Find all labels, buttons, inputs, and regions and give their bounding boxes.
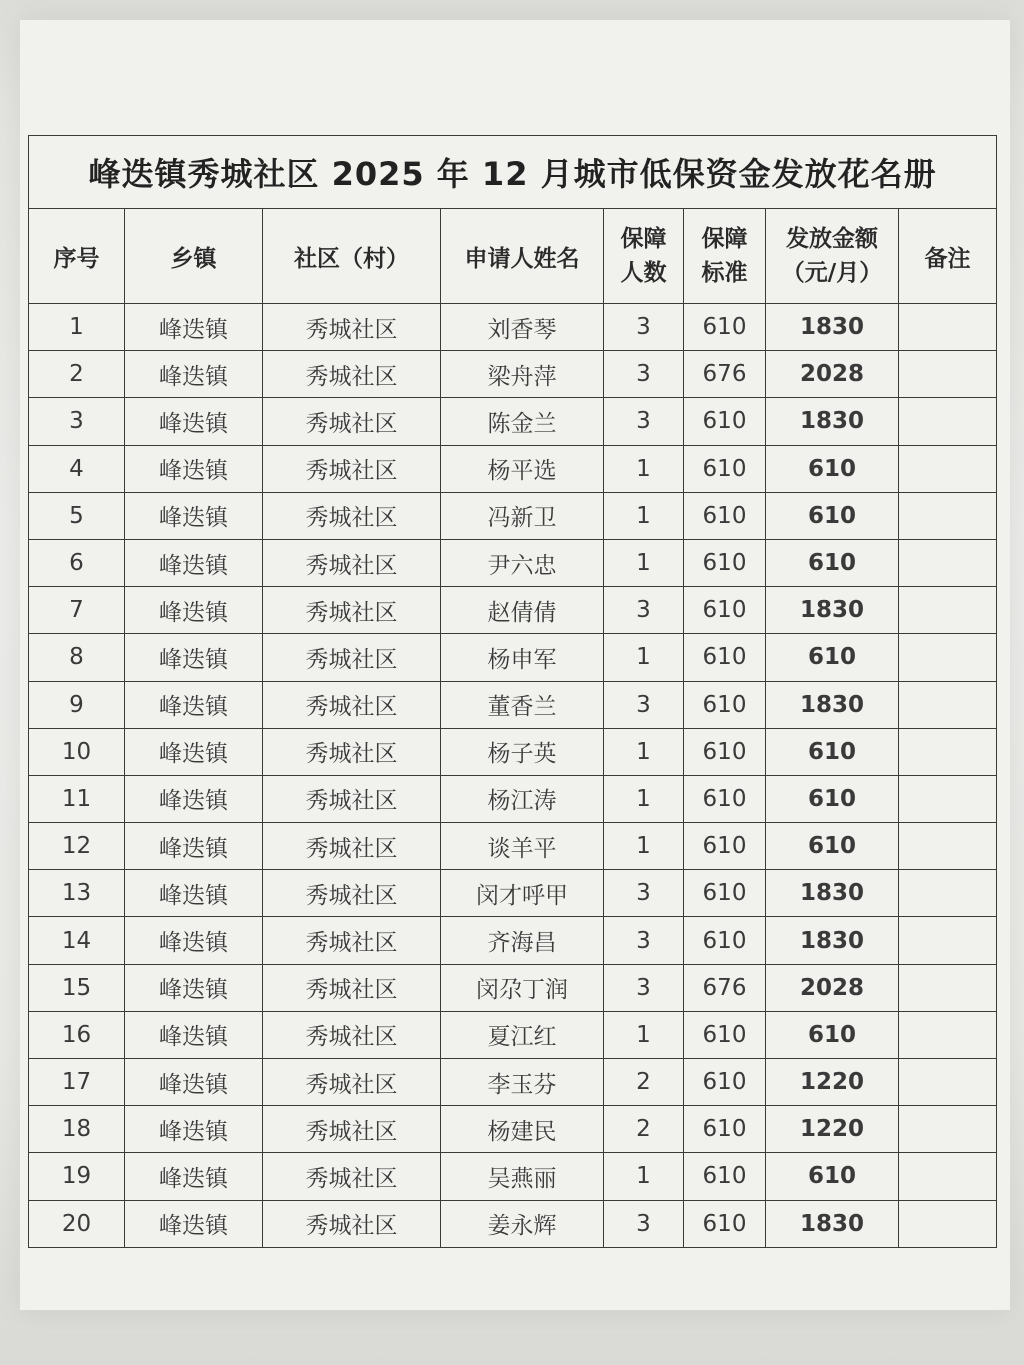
table-row <box>29 1106 997 1153</box>
cell-community: 秀城社区 <box>263 681 441 728</box>
cell-community: 秀城社区 <box>263 917 441 964</box>
cell-amount: 1830 <box>766 398 899 445</box>
cell-name: 刘香琴 <box>441 304 604 351</box>
cell-note <box>899 1059 997 1106</box>
cell-amount: 2028 <box>766 351 899 398</box>
cell-name: 尹六忠 <box>441 539 604 586</box>
cell-persons: 2 <box>604 1106 684 1153</box>
cell-standard: 610 <box>684 917 766 964</box>
cell-index: 17 <box>29 1059 125 1106</box>
cell-community: 秀城社区 <box>263 445 441 492</box>
cell-amount: 610 <box>766 823 899 870</box>
cell-note <box>899 1153 997 1200</box>
cell-note <box>899 634 997 681</box>
cell-persons: 1 <box>604 445 684 492</box>
cell-note <box>899 587 997 634</box>
cell-amount: 1220 <box>766 1106 899 1153</box>
cell-standard: 676 <box>684 964 766 1011</box>
cell-town: 峰迭镇 <box>125 634 263 681</box>
header-standard-line2: 标准 <box>701 260 748 286</box>
cell-note <box>899 1106 997 1153</box>
cell-name: 谈羊平 <box>441 823 604 870</box>
cell-community: 秀城社区 <box>263 492 441 539</box>
cell-index: 20 <box>29 1200 125 1247</box>
cell-town: 峰迭镇 <box>125 351 263 398</box>
cell-standard: 610 <box>684 634 766 681</box>
roster-table <box>28 135 997 1248</box>
cell-index: 18 <box>29 1106 125 1153</box>
cell-persons: 2 <box>604 1059 684 1106</box>
cell-standard: 610 <box>684 1011 766 1058</box>
cell-index: 9 <box>29 681 125 728</box>
cell-name: 吴燕丽 <box>441 1153 604 1200</box>
cell-persons: 3 <box>604 398 684 445</box>
cell-persons: 3 <box>604 1200 684 1247</box>
table-row <box>29 917 997 964</box>
cell-community: 秀城社区 <box>263 1106 441 1153</box>
cell-standard: 610 <box>684 1106 766 1153</box>
cell-persons: 1 <box>604 775 684 822</box>
header-amount-line2: （元/月） <box>781 260 883 286</box>
table-row <box>29 304 997 351</box>
cell-amount: 1220 <box>766 1059 899 1106</box>
cell-persons: 3 <box>604 964 684 1011</box>
cell-index: 14 <box>29 917 125 964</box>
roster-table-container <box>28 135 996 1261</box>
cell-name: 夏江红 <box>441 1011 604 1058</box>
table-row <box>29 351 997 398</box>
table-row <box>29 492 997 539</box>
cell-community: 秀城社区 <box>263 587 441 634</box>
cell-community: 秀城社区 <box>263 1011 441 1058</box>
cell-community: 秀城社区 <box>263 823 441 870</box>
cell-amount: 1830 <box>766 917 899 964</box>
cell-index: 8 <box>29 634 125 681</box>
cell-standard: 610 <box>684 492 766 539</box>
cell-community: 秀城社区 <box>263 1200 441 1247</box>
table-row <box>29 681 997 728</box>
cell-town: 峰迭镇 <box>125 1059 263 1106</box>
cell-standard: 610 <box>684 775 766 822</box>
cell-standard: 610 <box>684 823 766 870</box>
cell-index: 4 <box>29 445 125 492</box>
cell-town: 峰迭镇 <box>125 1153 263 1200</box>
cell-index: 12 <box>29 823 125 870</box>
table-row <box>29 1059 997 1106</box>
cell-name: 梁舟萍 <box>441 351 604 398</box>
cell-name: 杨申军 <box>441 634 604 681</box>
cell-persons: 1 <box>604 539 684 586</box>
cell-standard: 610 <box>684 587 766 634</box>
header-persons-line2: 人数 <box>620 260 667 286</box>
cell-community: 秀城社区 <box>263 539 441 586</box>
cell-amount: 610 <box>766 1153 899 1200</box>
cell-index: 15 <box>29 964 125 1011</box>
cell-note <box>899 445 997 492</box>
table-row <box>29 1200 997 1247</box>
cell-amount: 1830 <box>766 304 899 351</box>
cell-town: 峰迭镇 <box>125 398 263 445</box>
table-row <box>29 775 997 822</box>
cell-persons: 3 <box>604 587 684 634</box>
cell-note <box>899 870 997 917</box>
cell-persons: 3 <box>604 681 684 728</box>
cell-persons: 3 <box>604 917 684 964</box>
cell-name: 董香兰 <box>441 681 604 728</box>
cell-amount: 610 <box>766 492 899 539</box>
cell-index: 16 <box>29 1011 125 1058</box>
cell-standard: 610 <box>684 304 766 351</box>
cell-index: 2 <box>29 351 125 398</box>
cell-standard: 610 <box>684 398 766 445</box>
header-amount <box>766 209 899 304</box>
cell-persons: 1 <box>604 1153 684 1200</box>
cell-persons: 3 <box>604 304 684 351</box>
cell-name: 赵倩倩 <box>441 587 604 634</box>
cell-community: 秀城社区 <box>263 398 441 445</box>
cell-note <box>899 823 997 870</box>
table-row <box>29 823 997 870</box>
cell-town: 峰迭镇 <box>125 917 263 964</box>
cell-note <box>899 1200 997 1247</box>
table-row <box>29 634 997 681</box>
cell-note <box>899 775 997 822</box>
table-row <box>29 1011 997 1058</box>
cell-town: 峰迭镇 <box>125 492 263 539</box>
cell-standard: 610 <box>684 1153 766 1200</box>
cell-town: 峰迭镇 <box>125 964 263 1011</box>
cell-standard: 610 <box>684 1200 766 1247</box>
cell-amount: 610 <box>766 728 899 775</box>
table-row <box>29 445 997 492</box>
cell-persons: 1 <box>604 728 684 775</box>
cell-town: 峰迭镇 <box>125 775 263 822</box>
cell-index: 11 <box>29 775 125 822</box>
cell-amount: 610 <box>766 634 899 681</box>
cell-community: 秀城社区 <box>263 1059 441 1106</box>
header-persons-line1: 保障 <box>620 226 667 252</box>
header-index: 序号 <box>29 209 125 304</box>
cell-amount: 1830 <box>766 681 899 728</box>
cell-amount: 610 <box>766 1011 899 1058</box>
cell-community: 秀城社区 <box>263 1153 441 1200</box>
cell-amount: 610 <box>766 445 899 492</box>
cell-amount: 610 <box>766 539 899 586</box>
cell-standard: 676 <box>684 351 766 398</box>
cell-town: 峰迭镇 <box>125 1011 263 1058</box>
cell-amount: 1830 <box>766 1200 899 1247</box>
cell-standard: 610 <box>684 870 766 917</box>
cell-standard: 610 <box>684 681 766 728</box>
header-standard <box>684 209 766 304</box>
header-community: 社区（村） <box>263 209 441 304</box>
cell-name: 杨江涛 <box>441 775 604 822</box>
cell-name: 李玉芬 <box>441 1059 604 1106</box>
cell-amount: 610 <box>766 775 899 822</box>
cell-index: 13 <box>29 870 125 917</box>
cell-name: 冯新卫 <box>441 492 604 539</box>
header-persons <box>604 209 684 304</box>
header-note: 备注 <box>899 209 997 304</box>
cell-index: 6 <box>29 539 125 586</box>
cell-standard: 610 <box>684 539 766 586</box>
cell-persons: 1 <box>604 492 684 539</box>
table-row <box>29 728 997 775</box>
cell-persons: 1 <box>604 634 684 681</box>
cell-amount: 2028 <box>766 964 899 1011</box>
table-row <box>29 964 997 1011</box>
header-name: 申请人姓名 <box>441 209 604 304</box>
cell-town: 峰迭镇 <box>125 870 263 917</box>
cell-index: 3 <box>29 398 125 445</box>
cell-town: 峰迭镇 <box>125 1106 263 1153</box>
cell-community: 秀城社区 <box>263 775 441 822</box>
cell-index: 19 <box>29 1153 125 1200</box>
roster-body <box>29 304 997 1248</box>
cell-community: 秀城社区 <box>263 728 441 775</box>
cell-index: 10 <box>29 728 125 775</box>
cell-index: 7 <box>29 587 125 634</box>
cell-note <box>899 304 997 351</box>
cell-town: 峰迭镇 <box>125 681 263 728</box>
cell-community: 秀城社区 <box>263 964 441 1011</box>
cell-name: 闵才呼甲 <box>441 870 604 917</box>
cell-name: 齐海昌 <box>441 917 604 964</box>
cell-name: 闵尕丁润 <box>441 964 604 1011</box>
cell-standard: 610 <box>684 1059 766 1106</box>
cell-town: 峰迭镇 <box>125 728 263 775</box>
cell-note <box>899 539 997 586</box>
cell-town: 峰迭镇 <box>125 539 263 586</box>
header-standard-line1: 保障 <box>701 226 748 252</box>
header-amount-line1: 发放金额 <box>786 226 878 252</box>
cell-town: 峰迭镇 <box>125 445 263 492</box>
cell-amount: 1830 <box>766 870 899 917</box>
cell-town: 峰迭镇 <box>125 587 263 634</box>
cell-note <box>899 351 997 398</box>
cell-town: 峰迭镇 <box>125 1200 263 1247</box>
cell-note <box>899 728 997 775</box>
cell-note <box>899 398 997 445</box>
cell-persons: 3 <box>604 351 684 398</box>
cell-name: 姜永辉 <box>441 1200 604 1247</box>
header-row <box>29 209 997 304</box>
document-title: 峰迭镇秀城社区 2025 年 12 月城市低保资金发放花名册 <box>29 136 997 209</box>
cell-note <box>899 681 997 728</box>
cell-persons: 1 <box>604 1011 684 1058</box>
cell-community: 秀城社区 <box>263 634 441 681</box>
cell-amount: 1830 <box>766 587 899 634</box>
cell-index: 5 <box>29 492 125 539</box>
cell-persons: 1 <box>604 823 684 870</box>
cell-standard: 610 <box>684 445 766 492</box>
cell-note <box>899 964 997 1011</box>
cell-persons: 3 <box>604 870 684 917</box>
cell-town: 峰迭镇 <box>125 823 263 870</box>
cell-community: 秀城社区 <box>263 351 441 398</box>
cell-name: 杨平选 <box>441 445 604 492</box>
table-row <box>29 398 997 445</box>
cell-note <box>899 917 997 964</box>
cell-community: 秀城社区 <box>263 870 441 917</box>
table-row <box>29 870 997 917</box>
cell-community: 秀城社区 <box>263 304 441 351</box>
table-row <box>29 587 997 634</box>
cell-note <box>899 492 997 539</box>
cell-index: 1 <box>29 304 125 351</box>
cell-name: 杨建民 <box>441 1106 604 1153</box>
header-town: 乡镇 <box>125 209 263 304</box>
cell-standard: 610 <box>684 728 766 775</box>
table-row <box>29 539 997 586</box>
cell-name: 陈金兰 <box>441 398 604 445</box>
cell-note <box>899 1011 997 1058</box>
cell-town: 峰迭镇 <box>125 304 263 351</box>
cell-name: 杨子英 <box>441 728 604 775</box>
table-row <box>29 1153 997 1200</box>
